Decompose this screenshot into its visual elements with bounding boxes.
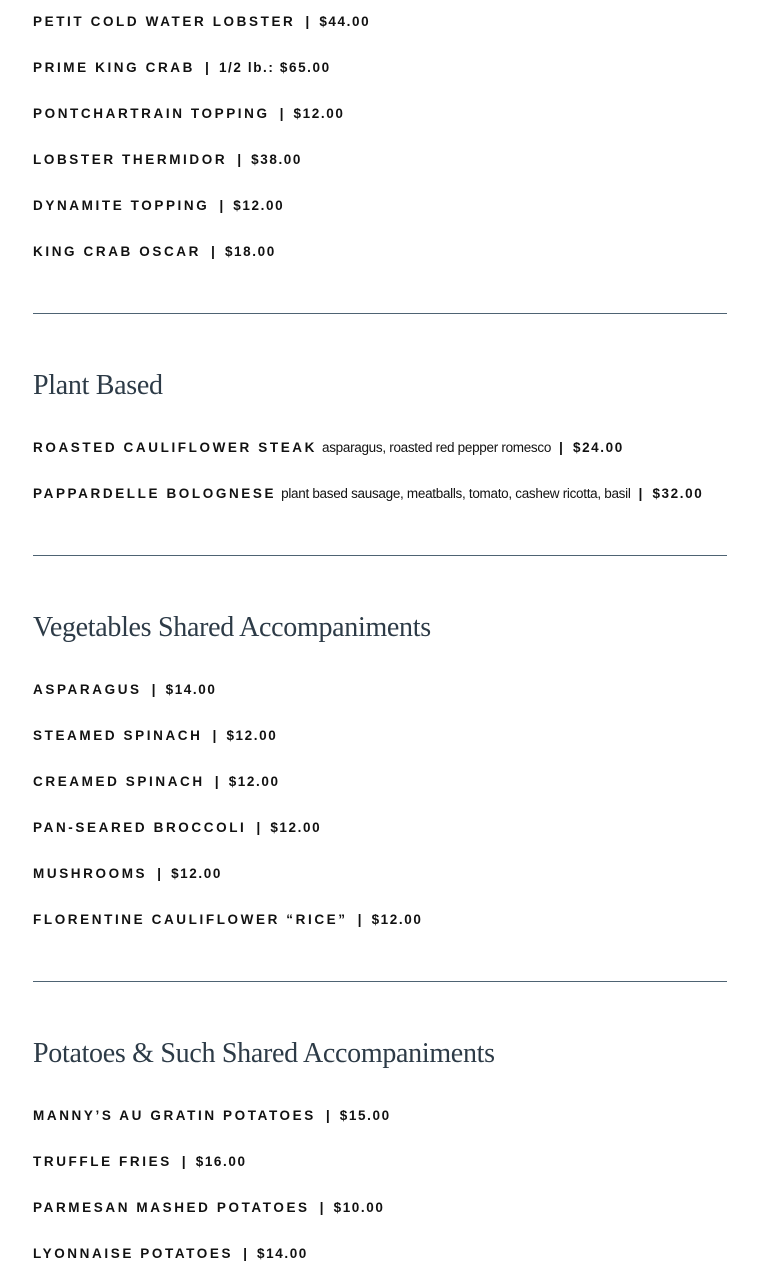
separator: | — [211, 243, 215, 259]
menu-item — [33, 817, 321, 837]
separator: | — [357, 911, 362, 927]
item-price: $16.00 — [195, 1154, 247, 1169]
section-divider — [33, 555, 727, 556]
menu-item — [33, 863, 222, 883]
item-price: $12.00 — [293, 106, 345, 121]
item-price: $12.00 — [171, 866, 222, 881]
menu-item — [33, 1243, 308, 1263]
separator: | — [305, 13, 310, 29]
separator: | — [237, 151, 242, 167]
menu-item — [33, 195, 284, 215]
item-price: $12.00 — [228, 774, 280, 789]
separator: | — [319, 1199, 324, 1215]
item-price: $12.00 — [371, 912, 423, 927]
item-price: $44.00 — [319, 14, 371, 29]
menu-item — [33, 771, 280, 791]
item-name: LOBSTER THERMIDOR — [33, 152, 228, 167]
separator: | — [205, 59, 209, 75]
separator: | — [243, 1245, 248, 1261]
item-price: 1/2 lb.: $65.00 — [218, 60, 331, 75]
menu-item — [33, 1197, 385, 1217]
separator: | — [256, 819, 261, 835]
item-name: PAPPARDELLE BOLOGNESE — [33, 486, 277, 501]
item-name: PRIME KING CRAB — [33, 60, 196, 75]
separator: | — [181, 1153, 186, 1169]
section-divider — [33, 313, 727, 314]
item-price: $12.00 — [226, 728, 278, 743]
menu-item — [33, 679, 217, 699]
menu-item — [33, 725, 277, 745]
menu-item — [33, 11, 370, 31]
separator: | — [638, 485, 643, 501]
menu-item — [33, 241, 276, 261]
item-price: $10.00 — [333, 1200, 385, 1215]
section-divider — [33, 981, 727, 982]
item-name: KING CRAB OSCAR — [33, 244, 202, 259]
separator: | — [559, 439, 563, 455]
item-name: ASPARAGUS — [33, 682, 142, 697]
menu-item — [33, 1151, 247, 1171]
item-description: plant based sausage, meatballs, tomato, cashew ricotta, basil — [281, 486, 631, 501]
item-price: $14.00 — [257, 1246, 308, 1261]
separator: | — [212, 727, 217, 743]
item-name: CREAMED SPINACH — [33, 774, 205, 789]
menu-item — [33, 909, 422, 929]
item-name: PONTCHARTRAIN TOPPING — [33, 106, 270, 121]
menu-item — [33, 437, 624, 457]
item-price: $15.00 — [339, 1108, 391, 1123]
section-title-plant-based: Plant Based — [33, 370, 163, 401]
item-name: PAN-SEARED BROCCOLI — [33, 820, 247, 835]
item-price: $32.00 — [652, 486, 704, 501]
item-name: PARMESAN MASHED POTATOES — [33, 1200, 310, 1215]
menu-item — [33, 1105, 391, 1125]
menu-item — [33, 149, 302, 169]
item-description: asparagus, roasted red pepper romesco — [322, 440, 552, 455]
item-name: STEAMED SPINACH — [33, 728, 203, 743]
separator: | — [214, 773, 219, 789]
menu-item — [33, 483, 703, 503]
item-name: ROASTED CAULIFLOWER STEAK — [33, 440, 317, 455]
section-title-vegetables: Vegetables Shared Accompaniments — [33, 612, 431, 643]
menu-item — [33, 57, 331, 77]
item-name: FLORENTINE CAULIFLOWER “RICE” — [33, 912, 348, 927]
item-name: MUSHROOMS — [33, 866, 148, 881]
item-price: $38.00 — [251, 152, 303, 167]
item-price: $12.00 — [270, 820, 322, 835]
separator: | — [157, 865, 162, 881]
item-price: $14.00 — [165, 682, 217, 697]
item-name: TRUFFLE FRIES — [33, 1154, 172, 1169]
separator: | — [219, 197, 224, 213]
item-name: DYNAMITE TOPPING — [33, 198, 210, 213]
menu-item — [33, 103, 344, 123]
item-name: PETIT COLD WATER LOBSTER — [33, 14, 296, 29]
item-name: MANNY’S AU GRATIN POTATOES — [33, 1108, 316, 1123]
item-price: $12.00 — [233, 198, 285, 213]
separator: | — [151, 681, 156, 697]
section-title-potatoes: Potatoes & Such Shared Accompaniments — [33, 1038, 495, 1069]
item-price: $24.00 — [572, 440, 624, 455]
separator: | — [325, 1107, 330, 1123]
separator: | — [279, 105, 284, 121]
item-price: $18.00 — [224, 244, 276, 259]
item-name: LYONNAISE POTATOES — [33, 1246, 234, 1261]
